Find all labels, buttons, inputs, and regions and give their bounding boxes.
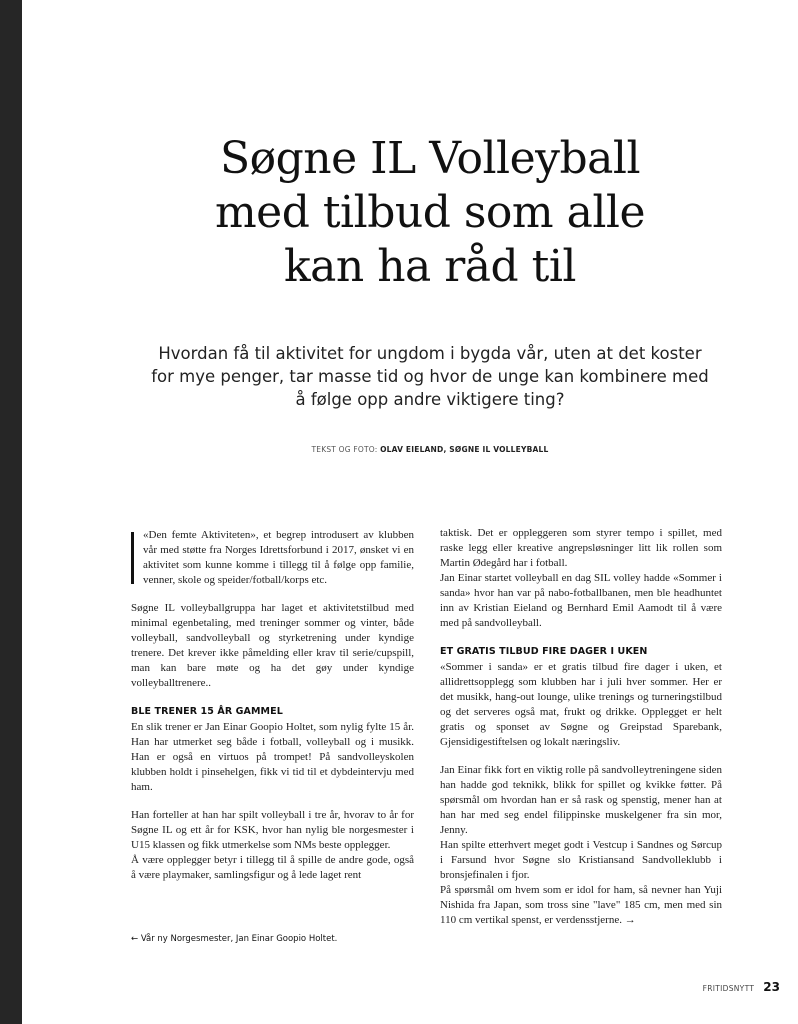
page-footer (703, 976, 780, 995)
body-paragraph: «Sommer i sanda» er et gratis tilbud fire dager i uken, et allidrettsopplegg som klubben har i juli hver sommer. Her er det musikk, hang-out lounge, ulike trenings og turneringstilbud og det serveres også mat, frukt og drikke. Opplegget er helt gratis og sponset av Søgne og Greipstad Sparebank, Gjensidigestiftelsen og lokalt næringsliv. (440, 661, 722, 748)
section-heading: BLE TRENER 15 ÅR GAMMEL (131, 706, 283, 717)
ingress-line: for mye penger, tar masse tid og hvor de unge kan kombinere med (151, 367, 709, 386)
body-paragraph: Jan Einar startet volleyball en dag SIL volley hadde «Sommer i sanda» hvor han var på nabo-fotballbanen, men ble headhuntet inn av Kristian Eieland og Bernhard Emil Aamodt til å være med på sandvolleyball. (440, 572, 722, 629)
title-line: Søgne IL Volleyball (219, 133, 641, 184)
ingress-line: å følge opp andre viktigere ting? (295, 390, 565, 409)
photo-caption: ← Vår ny Norgesmester, Jan Einar Goopio Holtet. (131, 934, 338, 944)
ingress-line: Hvordan få til aktivitet for ungdom i bygda vår, uten at det koster (158, 344, 702, 363)
body-paragraph: taktisk. Det er oppleggeren som styrer tempo i spillet, med raske legg eller kreative angrepsløsninger litt lik rollen som Martin Ødegård har i fotball. (440, 527, 722, 569)
intro-paragraph: «Den femte Aktiviteten», et begrep introdusert av klubben vår med støtte fra Norges Idrettsforbund i 2017, ønsket vi en aktivitet som kunne komme i tillegg til å følge opp familie, venner, skole og speider/fotball/korps etc. (131, 528, 414, 588)
byline-prefix: TEKST OG FOTO: (311, 445, 378, 454)
article-title (70, 132, 790, 294)
body-paragraph: Han forteller at han har spilt volleyball i tre år, hvorav to år for Søgne IL og ett år for KSK, hvor han nylig ble norgesmester i U15 klassen og fikk utmerkelse som NMs beste opplegger. (131, 809, 414, 851)
title-line: kan ha råd til (283, 241, 577, 292)
body-paragraph: Å være opplegger betyr i tillegg til å spille de andre gode, også å være playmaker, samlingsfigur og å lede laget rent (131, 854, 414, 881)
body-paragraph: På spørsmål om hvem som er idol for ham, så nevner han Yuji Nishida fra Japan, som tross sine "lave" 185 cm, men med sin 110 cm vertikal spenst, er verdensstjerne. → (440, 884, 722, 926)
byline (120, 445, 740, 454)
page-number: 23 (763, 980, 780, 994)
body-paragraph: En slik trener er Jan Einar Goopio Holtet, som nylig fylte 15 år. Han har utmerket seg både i fotball, volleyball og i musikk. Han er også en virtuos på trompet! På sandvolleyskolen klubben holdt i pinsehelgen, fikk vi tid til et dybdeintervju med ham. (131, 721, 414, 793)
section-heading: ET GRATIS TILBUD FIRE DAGER I UKEN (440, 646, 648, 657)
page-binding-edge (0, 0, 22, 1024)
title-line: med tilbud som alle (214, 187, 646, 238)
right-column (440, 526, 722, 928)
byline-names: OLAV EIELAND, SØGNE IL VOLLEYBALL (380, 445, 549, 454)
body-paragraph: Han spilte etterhvert meget godt i Vestcup i Sandnes og Sørcup i Farsund hvor Søgne slo Kristiansand Sandvolleklubb i bronsjefinalen i fjor. (440, 839, 722, 881)
publication-name: FRITIDSNYTT (702, 984, 755, 993)
body-paragraph: Søgne IL volleyballgruppa har laget et aktivitetstilbud med minimal egenbetaling, med treninger sommer og vinter, både volleyball, sandvolleyball og styrketrening under kyndige trenere. Det krever ikke påmelding eller krav til serie/cupspill, man kan bare møte og ha det gøy under kyndige volleyballtrenere.. (131, 602, 414, 689)
left-column (131, 528, 414, 883)
article-ingress (120, 342, 740, 411)
body-paragraph: Jan Einar fikk fort en viktig rolle på sandvolleytreningene siden han hadde god teknikk, blikk for spillet og kvikke føtter. På spørsmål om hvordan han er så rask og spenstig, mener han at han har med seg endel filippinske muskelgener fra sin mor, Jenny. (440, 764, 722, 836)
